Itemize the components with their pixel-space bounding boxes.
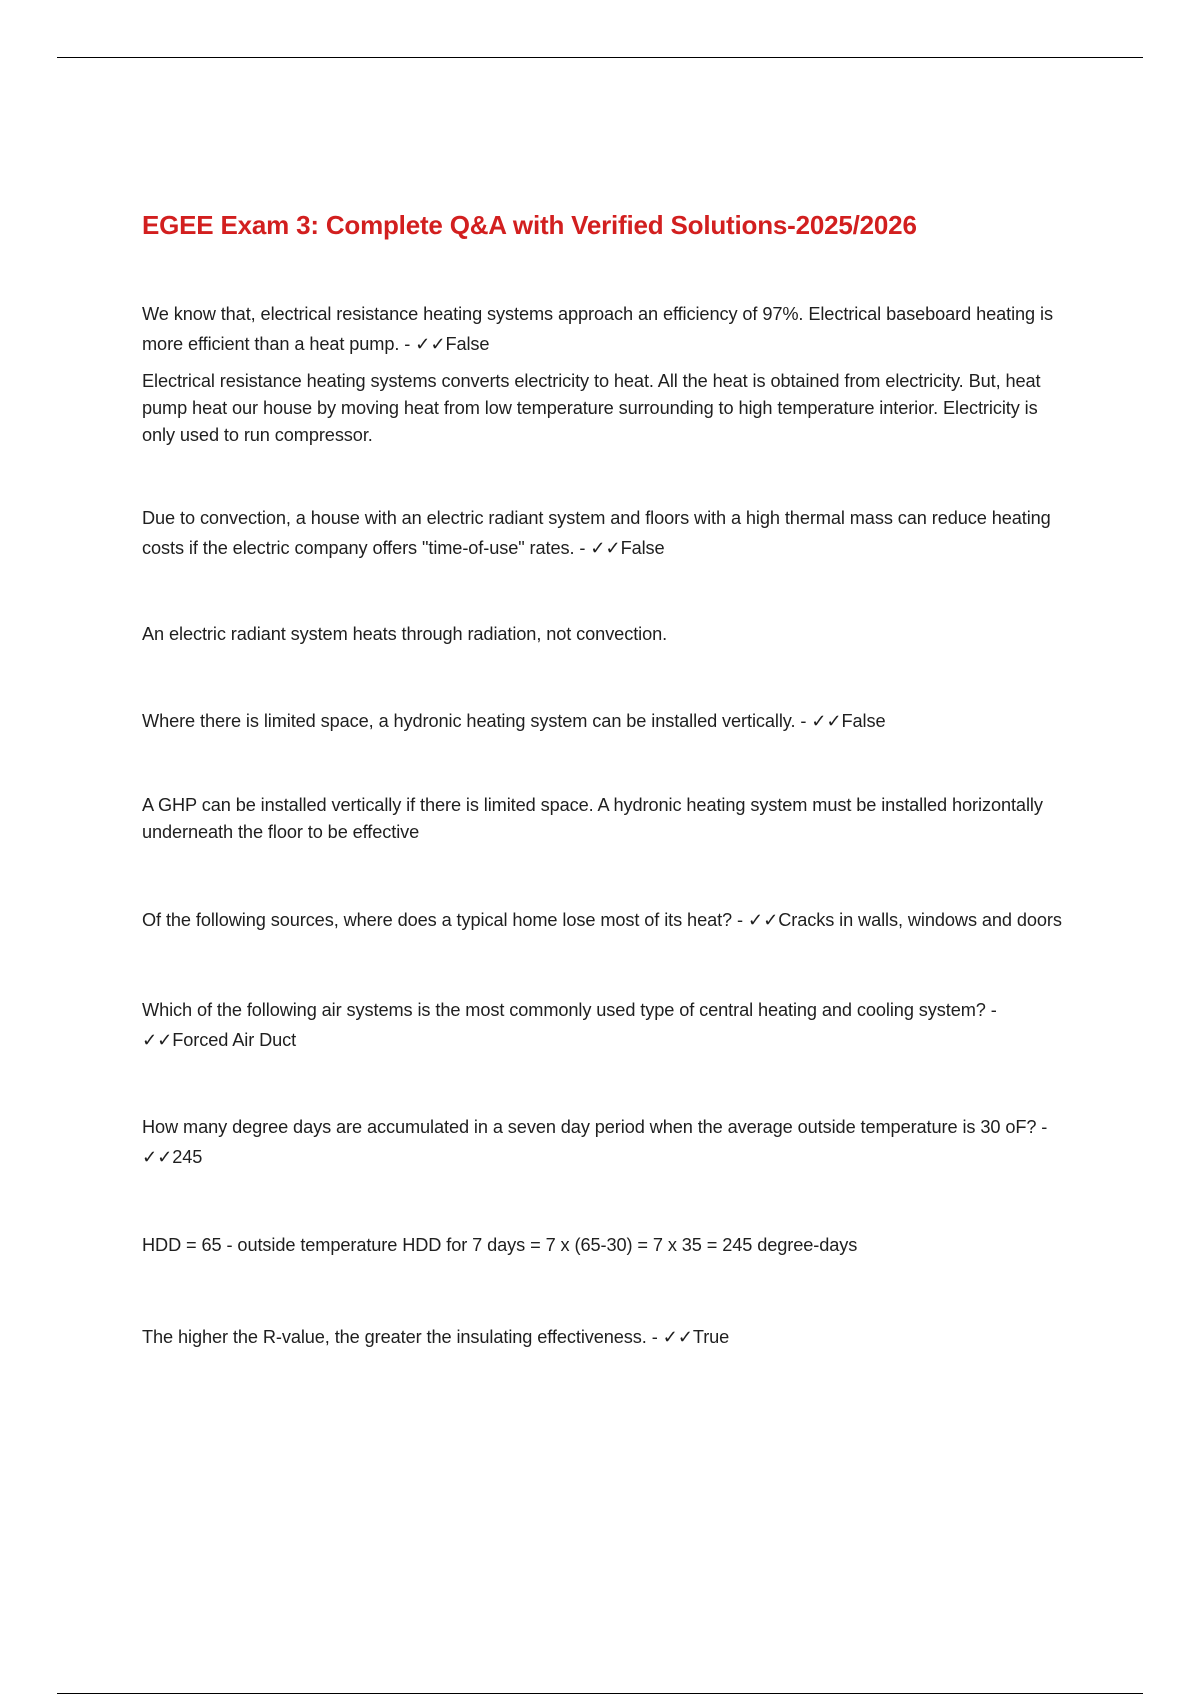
question-2: Due to convection, a house with an electric radiant system and floors with a high thermal mass can reduce heating costs if the electric company offers "time-of-use" rates. - ✓✓False: [142, 508, 1051, 559]
bottom-rule: [57, 1693, 1143, 1694]
explanation-1: Electrical resistance heating systems converts electricity to heat. All the heat is obtained from electricity. But, heat pump heat our house by moving heat from low temperature surrounding to high temperature interior. Electricity is only used to run compressor.: [142, 371, 1041, 446]
explanation-2: An electric radiant system heats through radiation, not convection.: [142, 624, 668, 645]
question-6: How many degree days are accumulated in a seven day period when the average outside temperature is 30 oF? - ✓✓245: [142, 1117, 1048, 1168]
top-rule: [57, 57, 1143, 58]
explanation-6: HDD = 65 - outside temperature HDD for 7 days = 7 x (65-30) = 7 x 35 = 245 degree-days: [142, 1235, 858, 1256]
explanation-3: A GHP can be installed vertically if there is limited space. A hydronic heating system must be installed horizontally underneath the floor to be effective: [142, 795, 1043, 843]
question-4: Of the following sources, where does a typical home lose most of its heat? - ✓✓Cracks in walls, windows and doors: [142, 910, 1062, 931]
document-body: [142, 210, 1072, 1352]
question-1: We know that, electrical resistance heating systems approach an efficiency of 97%. Electrical baseboard heating is more efficient than a heat pump. - ✓✓False: [142, 304, 1053, 355]
question-5: Which of the following air systems is the most commonly used type of central heating and cooling system? - ✓✓Forced Air Duct: [142, 1000, 997, 1051]
question-3: Where there is limited space, a hydronic heating system can be installed vertically. - ✓✓False: [142, 711, 886, 732]
document-title: EGEE Exam 3: Complete Q&A with Verified Solutions-2025/2026: [142, 210, 917, 240]
question-7: The higher the R-value, the greater the insulating effectiveness. - ✓✓True: [142, 1327, 730, 1348]
